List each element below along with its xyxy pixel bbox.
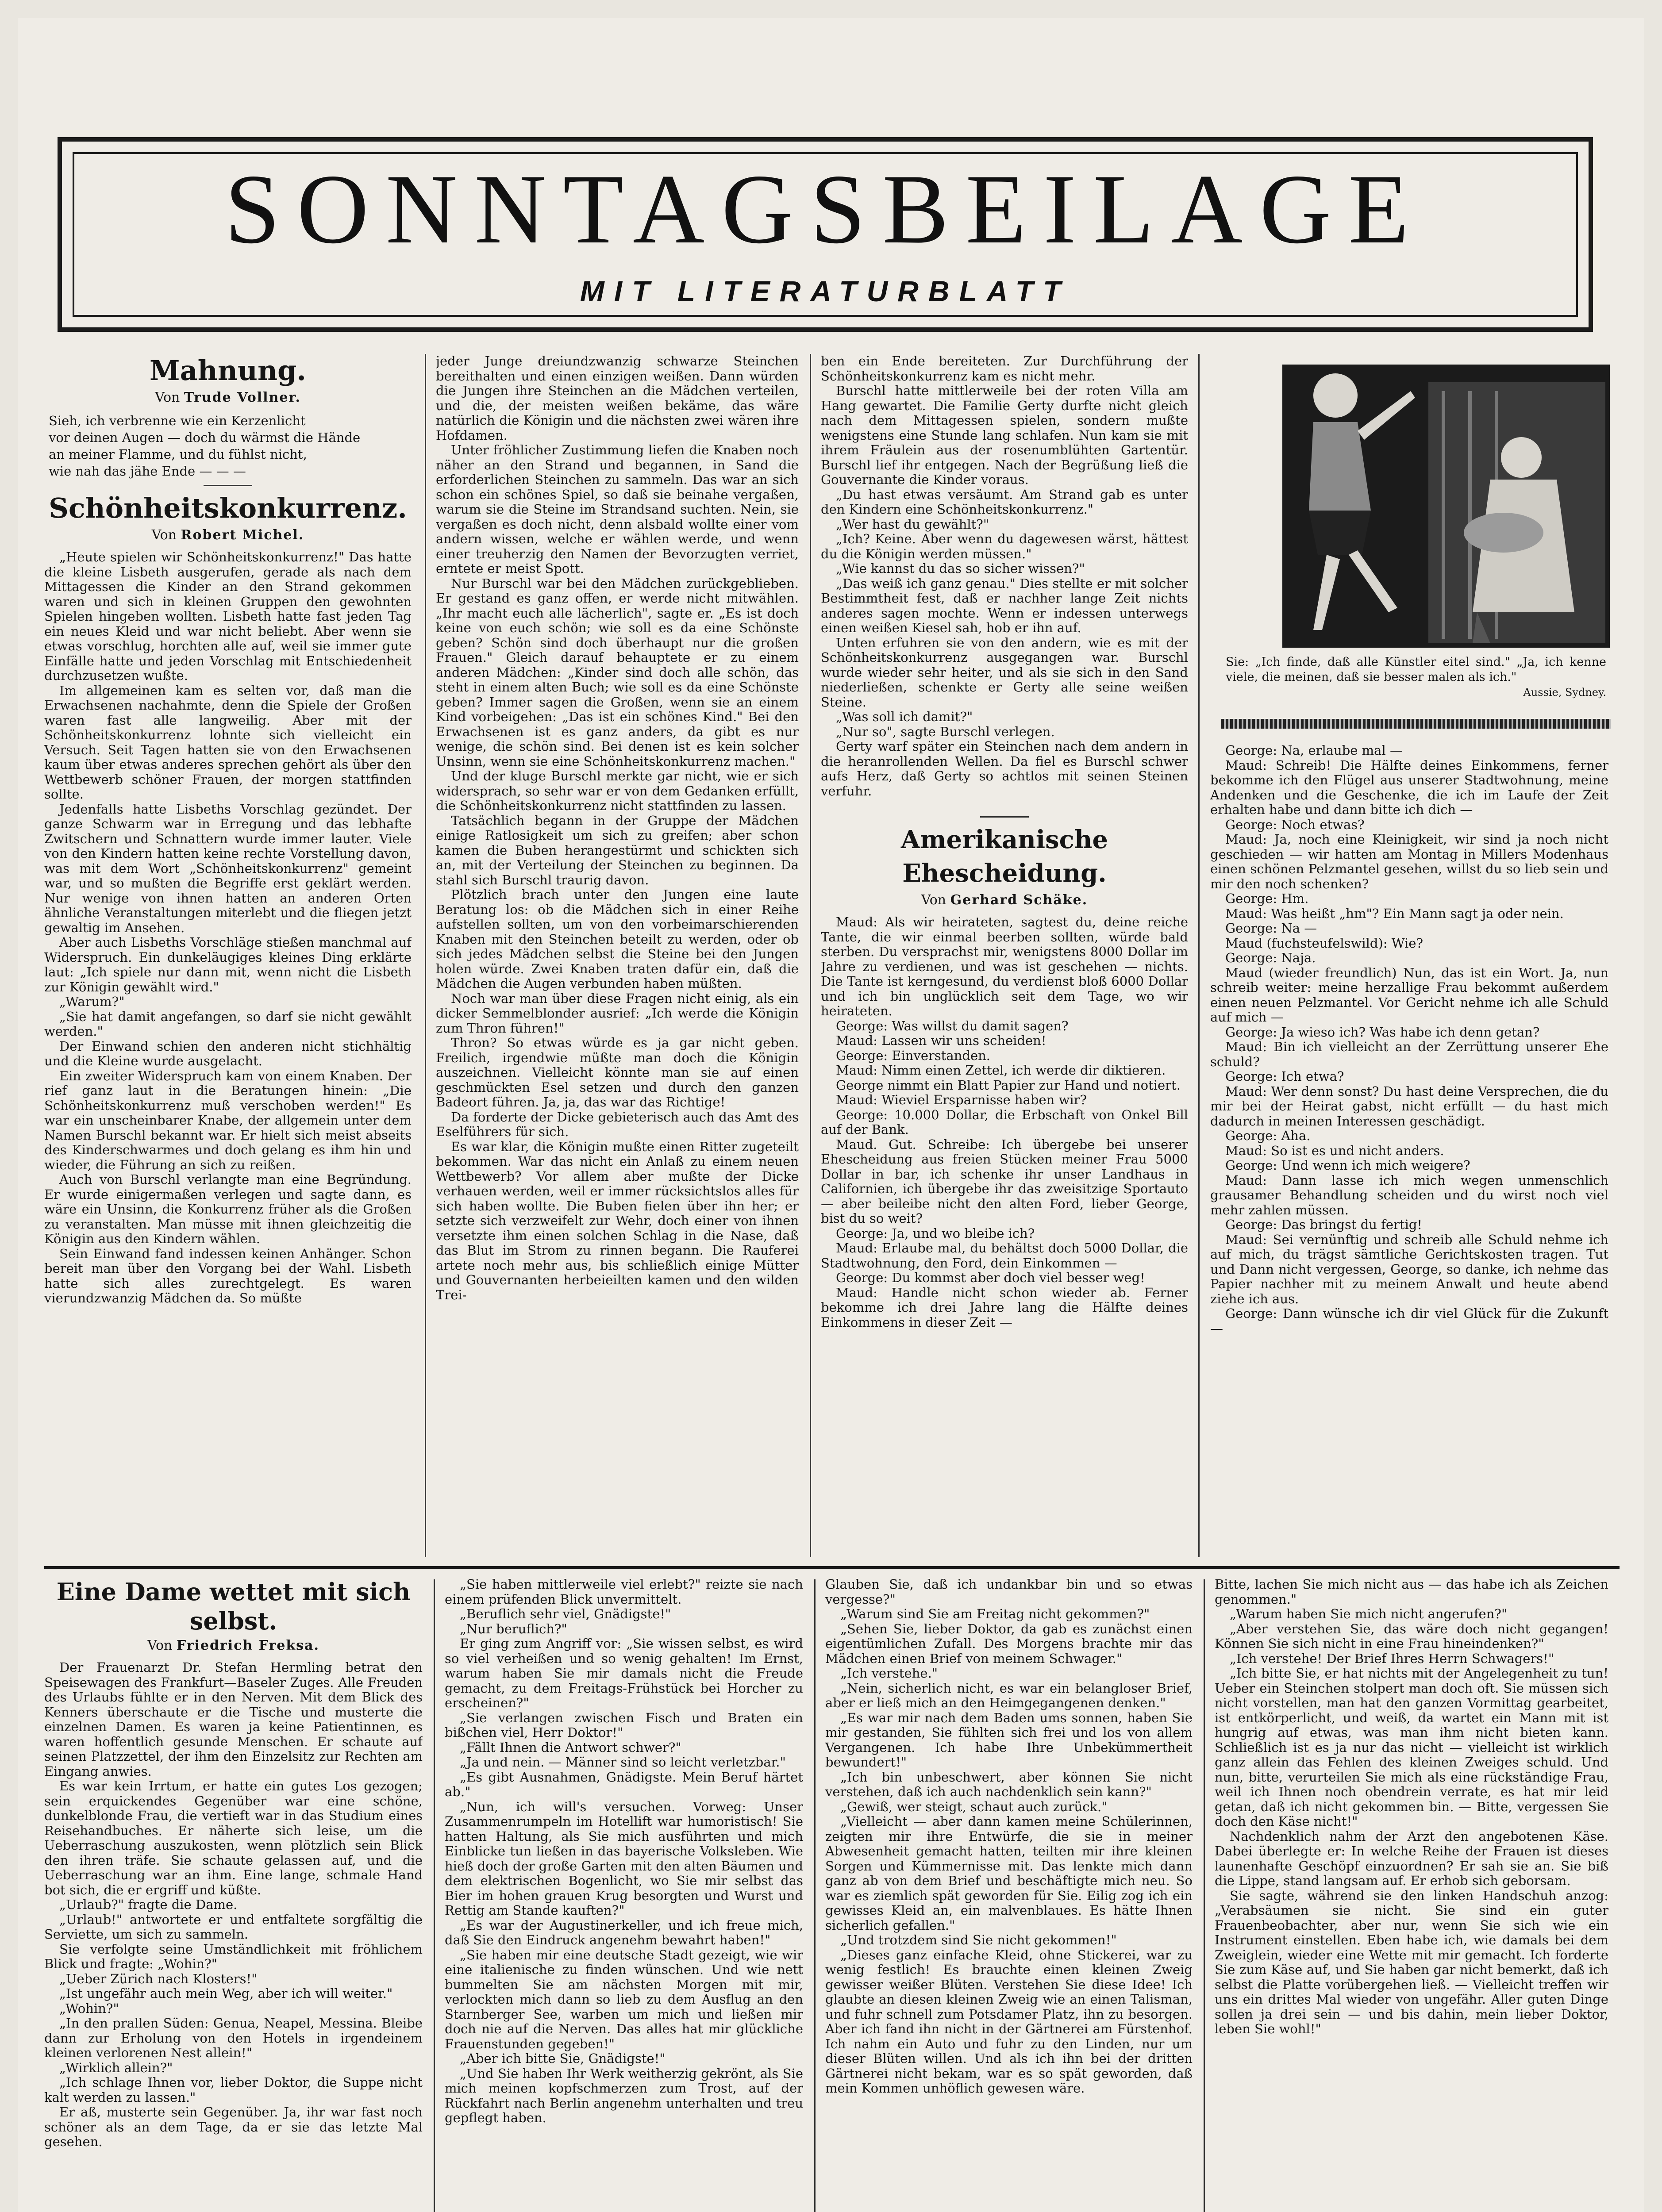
paragraph: „Aber ich bitte Sie, Gnädigste!" (460, 2051, 666, 2066)
column-1-lower (44, 1577, 423, 2212)
paragraph: Bitte, lachen Sie mich nicht aus — das habe ich als Zeichen genommen." (1215, 1577, 1608, 1607)
poem-text (49, 412, 412, 480)
paragraph: „Sehen Sie, lieber Doktor, da gab es zunächst einen eigentümlichen Zufall. Des Morgens brachte mir das Mädchen einen Brief von meinem Schwager." (825, 1621, 1193, 1666)
paragraph: Maud: Als wir heirateten, sagtest du, deine reiche Tante, die wir einmal beerben sollten, würde bald sterben. Du versprachst mir, wenigstens 8000 Dollar im Jahre zu verdienen, und was ist geschehen — nichts. Die Tante ist kerngesund, du verdienst bloß 6000 Dollar und ich bin unglücklich seit dem Tage, wo wir heirateten. (821, 914, 1188, 1018)
paragraph: Maud. Gut. Schreibe: Ich übergebe bei unserer Ehescheidung aus freien Stücken meiner Frau 5000 Dollar in bar, ich schenke ihr unser Landhaus in Californien, ich übergebe ihr das zweisitzige Sportauto — aber beileibe nicht den alten Ford, lieber George, bist du so weit? (821, 1137, 1188, 1226)
column-2-lower (445, 1577, 803, 2212)
column-rule (1204, 1579, 1205, 2212)
paragraph: „Nein, sicherlich nicht, es war ein belangloser Brief, aber er ließ mich an den Heimgegangenen denken." (825, 1680, 1193, 1710)
paragraph: Maud: Schreib! Die Hälfte deines Einkommens, ferner bekomme ich den Flügel aus unserer Stadtwohnung, meine Andenken und die Geschenke, die ich im Laufe der Zeit erhalten habe und dann bitte ich dich — (1210, 757, 1608, 817)
paragraph: „Heute spielen wir Schönheitskonkurrenz!" Das hatte die kleine Lisbeth ausgerufen, gerade als nach dem Mittagessen die Kinder an den Strand gekommen waren und sich in kleinen Gruppen den gewohnten Spielen hingeben wollten. Lisbeth hatte fast jeden Tag ein neues Kleid und war nicht beliebt. Aber wenn sie etwas vorschlug, horchten alle auf, weil sie immer gute Einfälle hatte und jeden Vorschlag mit Entschiedenheit durchzusetzen wußte. (44, 549, 412, 683)
story-byline (44, 525, 412, 545)
paragraph: „Vielleicht — aber dann kamen meine Schülerinnen, zeigten mir ihre Entwürfe, die sie in meiner Abwesenheit gemacht hatten, teilten mir ihre kleinen Sorgen und Kümmernisse mit. Das lenkte mich dann ganz ab von dem Brief und beschäftigte mich neu. So war es ziemlich spät geworden für Sie. Eilig zog ich ein gewisses Kleid an, ein malvenblaues. Es hätte Ihnen sicherlich gefallen." (825, 1814, 1193, 1933)
paragraph: George: Ich etwa? (1225, 1069, 1344, 1084)
story-body (44, 550, 412, 1306)
paragraph: Sie verfolgte seine Umständlichkeit mit fröhlichem Blick und fragte: „Wohin?" (44, 1941, 423, 1971)
paragraph: „Ich bin unbeschwert, aber können Sie nicht verstehen, daß ich auch nachdenklich sein kann?" (825, 1769, 1193, 1799)
masthead-subtitle: MIT LITERATURBLATT (580, 275, 1071, 307)
paragraph: „Gewiß, wer steigt, schaut auch zurück." (840, 1799, 1108, 1814)
story-author: Gerhard Schäke. (950, 892, 1088, 908)
paragraph: Aber auch Lisbeths Vorschläge stießen manchmal auf Widerspruch. Ein dunkeläugiges kleines Ding erklärte laut: „Ich spiele nur dann mit, wenn nicht die Lisbeth zur Königin gewählt wird." (44, 935, 412, 995)
poem-line: vor deinen Augen — doch du wärmst die Hände (49, 430, 361, 445)
paragraph: George: Du kommst aber doch viel besser weg! (836, 1270, 1145, 1285)
cartoon-illustration (1282, 365, 1610, 648)
paragraph: George: Na, erlaube mal — (1225, 743, 1403, 758)
paragraph: Gerty warf später ein Steinchen nach dem andern in die heranrollenden Wellen. Da fiel es Burschl schwer aufs Herz, daß Gerty so achtlos mit seinen Steinen verfuhr. (821, 739, 1188, 799)
paragraph: Maud: Lassen wir uns scheiden! (836, 1033, 1046, 1048)
paragraph: Sein Einwand fand indessen keinen Anhänger. Schon bereit man über den Vorgang bei der Wahl. Lisbeth hatte sich alles zurechtgelegt. Es waren vierundzwanzig Mädchen da. So müßte (44, 1246, 412, 1306)
column-2-upper (436, 354, 799, 1557)
paragraph: „Nur beruflich?" (460, 1621, 567, 1636)
paragraph: ben ein Ende bereiteten. Zur Durchführung der Schönheitskonkurrenz kam es nicht mehr. (821, 354, 1188, 384)
poem-line: an meiner Flamme, und du fühlst nicht, (49, 447, 307, 462)
paragraph: „Warum sind Sie am Freitag nicht gekommen?" (840, 1606, 1150, 1621)
caption-text: Sie: „Ich finde, daß alle Künstler eitel sind." „Ja, ich kenne viele, die meinen, daß sie besser malen als ich." (1226, 655, 1606, 684)
paragraph: Unten erfuhren sie von den andern, wie es mit der Schönheitskonkurrenz ausgegangen war. Burschl wurde wieder sehr heiter, und als sie sich in den Sand niederließen, schenkte er Gerty alle seine weißen Steine. (821, 635, 1188, 710)
paragraph: Ein zweiter Widerspruch kam von einem Knaben. Der rief ganz laut in die Beratungen hinein: „Die Schönheitskonkurrenz muß verschoben werden!" Es war ein unscheinbarer Knabe, der allgemein unter dem Namen Burschl bekannt war. Er hielt sich meist abseits des Kinderschwarmes und doch gelang es ihm hin und wieder, die Führung an sich zu reißen. (44, 1068, 412, 1172)
cartoon-caption (1226, 655, 1606, 700)
column-3-upper (821, 354, 1188, 1557)
paragraph: „Warum haben Sie mich nicht angerufen?" (1230, 1606, 1508, 1621)
paragraph: Tatsächlich begann in der Gruppe der Mädchen einige Ratlosigkeit um sich zu greifen; aber schon kamen die Buben herangestürmt und schickten sich an, mit der Verteilung der Steinchen zu beginnen. Da stahl sich Burschl traurig davon. (436, 813, 799, 887)
paragraph: Maud: Erlaube mal, du behältst doch 5000 Dollar, die Stadtwohnung, den Ford, dein Einkommen — (821, 1240, 1188, 1271)
paragraph: „Und trotzdem sind Sie nicht gekommen!" (840, 1932, 1117, 1947)
story-byline (821, 890, 1188, 910)
poem-title: Mahnung. (149, 354, 307, 387)
paragraph: Maud: Handle nicht schon wieder ab. Ferner bekomme ich drei Jahre lang die Hälfte deines Einkommens in dieser Zeit — (821, 1285, 1188, 1330)
paragraph: „Wie kannst du das so sicher wissen?" (836, 561, 1085, 576)
paragraph: Nachdenklich nahm der Arzt den angebotenen Käse. Dabei überlegte er: In welche Reihe der Frauen ist dieses launenhafte Geschöpf einzuordnen? Er sah sie an. Sie biß die Lippe, stand langsam auf. Er erhob sich geborsam. (1215, 1828, 1608, 1888)
paragraph: Maud: Wer denn sonst? Du hast deine Versprechen, die du mir bei der Heirat gabst, nicht erfüllt — du hast mich dadurch in meinen Interessen geschädigt. (1210, 1083, 1608, 1129)
masthead (58, 137, 1593, 332)
paragraph: „Was soll ich damit?" (836, 709, 973, 724)
paragraph: „Sie haben mittlerweile viel erlebt?" reizte sie nach einem prüfenden Blick unvermittelt. (445, 1577, 803, 1607)
divider (980, 816, 1029, 818)
paragraph: „Nur so", sagte Burschl verlegen. (836, 724, 1055, 739)
paragraph: „Sie verlangen zwischen Fisch und Braten ein bißchen viel, Herr Doktor!" (445, 1710, 803, 1740)
paragraph: Er aß, musterte sein Gegenüber. Ja, ihr war fast noch schöner als an dem Tage, da er sie das letzte Mal gesehen. (44, 2104, 423, 2149)
caption-credit: Aussie, Sydney. (1523, 686, 1606, 699)
paragraph: Da forderte der Dicke gebieterisch auch das Amt des Eselführers für sich. (436, 1109, 799, 1139)
paragraph: „Nun, ich will's versuchen. Vorweg: Unser Zusammenrumpeln im Hotellift war humoristisch! Sie hatten Haltung, als Sie mich ausführten und mich Einblicke tun ließen in das bayerische Volksleben. Wie hieß doch der große Garten mit den alten Bäumen und dem elektrischen Bogenlicht, wo Sie mir selbst das Bier im hohen grauen Krug besorgten und Wurst und Rettig am Stande kauften?" (445, 1799, 803, 1918)
paragraph: George: Und wenn ich mich weigere? (1225, 1158, 1470, 1173)
paragraph: „Beruflich sehr viel, Gnädigste!" (460, 1606, 671, 1621)
paragraph: „Wohin?" (59, 2001, 119, 2016)
paragraph: „In den prallen Süden: Genua, Neapel, Messina. Bleibe dann zur Erholung von den Hotels in irgendeinem kleinen verlorenen Nest allein!" (44, 2016, 423, 2060)
paragraph: „Ich schlage Ihnen vor, lieber Doktor, die Suppe nicht kalt werden zu lassen." (44, 2075, 423, 2105)
paragraph: „Fällt Ihnen die Antwort schwer?" (460, 1740, 681, 1755)
paragraph: „Ich verstehe." (840, 1666, 938, 1681)
paragraph: Maud: So ist es und nicht anders. (1225, 1143, 1444, 1158)
story-title: Schönheitskonkurrenz. (49, 492, 407, 524)
column-rule (814, 1579, 816, 2212)
paragraph: jeder Junge dreiundzwanzig schwarze Steinchen bereithalten und einen einzigen weißen. Dann würden die Jungen ihre Steinchen an die Mädchen verteilen, und die, der meisten weißen bekäme, das wäre natürlich die Königin und die nächsten zwei wären ihre Hofdamen. (436, 354, 799, 443)
paragraph: Maud: Ja, noch eine Kleinigkeit, wir sind ja noch nicht geschieden — wir hatten am Montag in Millers Modenhaus einen schönen Pelzmantel gesehen, willst du so lieb sein und mir den noch schenken? (1210, 832, 1608, 891)
paragraph: Jedenfalls hatte Lisbeths Vorschlag gezündet. Der ganze Schwarm war in Erregung und das lebhafte Zwitschern und Schnattern wurde immer lauter. Viele von den Kindern hatten keine rechte Vorstellung davon, was mit dem Wort „Schönheitskonkurrenz" gemeint war, und so mußten die Begriffe erst geklärt werden. Nur wenige von ihnen hatten an anderen Orten ähnliche Veranstaltungen miterlebt und die fliegen jetzt gewaltig im Ansehen. (44, 801, 412, 935)
paragraph: Er ging zum Angriff vor: „Sie wissen selbst, es wird so viel verheißen und so wenig gehalten! Im Ernst, warum haben Sie mir damals nicht die Freude gemacht, zu dem Freitags-Frühstück bei Horcher zu erscheinen?" (445, 1636, 803, 1710)
byline-prefix: Von (155, 390, 180, 405)
column-4-upper (1210, 743, 1608, 1557)
paragraph: Auch von Burschl verlangte man eine Begründung. Er wurde einigermaßen verlegen und sagte dann, es wäre ein Unsinn, die Konkurrenz früher als die Großen zu veranstalten. Man müsse mit ihnen gleichzeitig die Königin aus den Kindern wählen. (44, 1172, 412, 1246)
paragraph: „Das weiß ich ganz genau." Dies stellte er mit solcher Bestimmtheit fest, daß er nachher lange Zeit nichts anderes sagen mochte. Wenn er indessen unterwegs einen weißen Kiesel sah, hob er ihn auf. (821, 576, 1188, 635)
masthead-title: SONNTAGSBEILAGE (224, 154, 1426, 264)
column-1-upper (44, 354, 412, 1557)
column-3-lower (825, 1577, 1193, 2212)
paragraph: Burschl hatte mittlerweile bei der roten Villa am Hang gewartet. Die Familie Gerty durfte nicht gleich nach dem Mittagessen spielen, sondern mußte wenigstens eine Stunde lang schlafen. Nun kam sie mit ihrem Fräulein aus der rosenumblühten Gartentür. Burschl lief ihr entgegen. Nach der Begrüßung ließ die Gouvernante die Kinder voraus. (821, 383, 1188, 487)
paragraph: „Es war der Augustinerkeller, und ich freue mich, daß Sie den Eindruck angenehm bewahrt haben!" (445, 1917, 803, 1947)
poem-line: Sieh, ich verbrenne wie ein Kerzenlicht (49, 413, 306, 428)
paragraph: „Wer hast du gewählt?" (836, 516, 989, 532)
story-author: Friedrich Freksa. (176, 1638, 319, 1653)
paragraph: Maud: Was heißt „hm"? Ein Mann sagt ja oder nein. (1225, 906, 1564, 921)
column-rule (810, 354, 811, 1557)
paragraph: George: Dann wünsche ich dir viel Glück für die Zukunft — (1210, 1306, 1608, 1336)
paragraph: Es war kein Irrtum, er hatte ein gutes Los gezogen; sein erquickendes Gegenüber war eine schöne, dunkelblonde Frau, die vertieft war in das Studium eines Reisehandbuches. Er näherte sich leise, um die Ueberraschung auszukosten, wenn plötzlich sein Blick den ihren träfe. Sie schaute gelassen auf, und die Ueberraschung war an ihm. Eine lange, schmale Hand bot sich, die er ergriff und küßte. (44, 1778, 423, 1897)
paragraph: „Ja und nein. — Männer sind so leicht verletzbar." (460, 1755, 786, 1770)
paragraph: George: Das bringst du fertig! (1225, 1217, 1423, 1232)
paragraph: George: Ja, und wo bleibe ich? (836, 1225, 1035, 1241)
column-4-lower (1215, 1577, 1608, 2212)
paragraph: „Ich verstehe! Der Brief Ihres Herrn Schwagers!" (1230, 1651, 1554, 1666)
paragraph: „Ich bitte Sie, er hat nichts mit der Angelegenheit zu tun! Ueber ein Steinchen stolpert man doch oft. Sie müssen sich nicht vorstellen, man hat den ganzen Vormittag gearbeitet, ist entkörperlicht, und weiß, da wartet ein Mann mit ist hungrig auf etwas, was man ihm nicht bieten kann. Schließlich ist es ja nur das nicht — vielleicht ist wirklich ganz allein das Fehlen des kleinen Zweiges schuld. Und nun, bitte, verurteilen Sie mich als eine rückständige Frau, weil ich Ihnen noch obendrein verrate, es hat mir leid getan, daß ich nicht gekommen bin. — Bitte, vergessen Sie doch den Käse nicht!" (1215, 1666, 1608, 1829)
paragraph: George: Ja wieso ich? Was habe ich denn getan? (1225, 1024, 1540, 1040)
paragraph: Noch war man über diese Fragen nicht einig, als ein dicker Semmelblonder ausrief: „Ich werde die Königin zum Thron führen!" (436, 991, 799, 1036)
paragraph: „Ist ungefähr auch mein Weg, aber ich will weiter." (59, 1986, 393, 2001)
paragraph: Der Frauenarzt Dr. Stefan Hermling betrat den Speisewagen des Frankfurt—Baseler Zuges. Alle Freuden des Urlaubs fühlte er in den Nerven. Mit dem Blick des Kenners überschaute er die Tische und musterte die einzelnen Damen. Es waren ja keine Patientinnen, es waren hoffentlich gesunde Menschen. Er schaute auf seinen Platzzettel, der ihm den Einzelsitz zur Rechten am Eingang anwies. (44, 1660, 423, 1779)
paragraph: Der Einwand schien den anderen nicht stichhältig und die Kleine wurde ausgelacht. (44, 1038, 412, 1068)
poem-line: wie nah das jähe Ende — — — (49, 464, 246, 479)
section-divider (44, 1566, 1620, 1569)
paragraph: George: Na — (1225, 921, 1317, 936)
paragraph: George: Noch etwas? (1225, 817, 1365, 832)
paragraph: „Ich? Keine. Aber wenn du dagewesen wärst, hättest du die Königin werden müssen." (821, 531, 1188, 561)
paragraph: George: Einverstanden. (836, 1048, 991, 1063)
paragraph: George: Hm. (1225, 891, 1309, 906)
paragraph: George: 10.000 Dollar, die Erbschaft von Onkel Bill auf der Bank. (821, 1107, 1188, 1137)
paragraph: Maud: Nimm einen Zettel, ich werde dir diktieren. (836, 1063, 1166, 1078)
paragraph: „Sie haben mir eine deutsche Stadt gezeigt, wie wir eine italienische zu finden wünschen. Und wie nett bummelten Sie am nächsten Morgen mit mir, verlockten mich dann so lieb zu dem Ausflug an den Starnberger See, warben um mich und ließen mir doch nie auf die Nerven. Das alles hat mir glückliche Frauenstunden gegeben!" (445, 1947, 803, 2051)
story-byline (44, 1636, 423, 1656)
column-rule (425, 354, 426, 1557)
paragraph: Maud (wieder freundlich) Nun, das ist ein Wort. Ja, nun schreib weiter: meine herzallige Frau bekommt außerdem einen neuen Pelzmantel. Vor Gericht nehme ich alle Schuld auf mich — (1210, 965, 1608, 1025)
paragraph: Es war klar, die Königin mußte einen Ritter zugeteilt bekommen. War das nicht ein Anlaß zu einem neuen Wettbewerb? Vor allem aber mußte der Dicke verhauen werden, weil er immer rücksichtslos alles für sich haben wollte. Die Buben fielen über ihn her; er setzte sich verzweifelt zur Wehr, doch einer von ihnen versetzte ihm einen solchen Schlag in die Nase, daß das Blut im Strom zu rinnen begann. Die Rauferei artete noch mehr aus, bis schließlich einige Mütter und Gouvernanten herbeieilten kamen und den wilden Trei- (436, 1139, 799, 1302)
paragraph: George nimmt ein Blatt Papier zur Hand und notiert. (836, 1077, 1181, 1093)
paragraph: Unter fröhlicher Zustimmung liefen die Knaben noch näher an den Strand und begannen, in Sand die erforderlichen Steinchen zu sammeln. Das war an sich schon ein schönes Spiel, so daß sie beinahe vergaßen, warum sie die Steine im Strandsand suchten. Nein, sie vergaßen es doch nicht, denn alsbald wollte einer vom andern wissen, welche er wählen werde, und wenn einer treuherzig den Namen der Bevorzugten verriet, erntete er meist Spott. (436, 442, 799, 576)
paragraph: Maud: Bin ich vielleicht an der Zerrüttung unserer Ehe schuld? (1210, 1039, 1608, 1069)
paragraph: „Es gibt Ausnahmen, Gnädigste. Mein Beruf härtet ab." (445, 1769, 803, 1799)
paragraph: Plötzlich brach unter den Jungen eine laute Beratung los: ob die Mädchen sich in einer Reihe aufstellen sollten, um von den vorbeimarschierenden Knaben mit den Steinchen beteilt zu werden, oder ob sich jedes Mädchen selbst die Steine bei den Jungen holen würde. Zwei Knaben traten dafür ein, daß die Mädchen die Augen verbunden haben müßten. (436, 887, 799, 991)
paragraph: George: Aha. (1225, 1128, 1311, 1143)
cartoon-drawing (1282, 365, 1610, 648)
poem-byline (44, 388, 412, 408)
paragraph: Glauben Sie, daß ich undankbar bin und so etwas vergesse?" (825, 1577, 1193, 1607)
paragraph: „Und Sie haben Ihr Werk weitherzig gekrönt, als Sie mich meinen kopfschmerzen zum Trost, auf der Rückfahrt nach Berlin angenehm unterhalten und treu gepflegt haben. (445, 2066, 803, 2125)
paragraph: George: Naja. (1225, 950, 1316, 965)
column-rule (434, 1579, 435, 2212)
paragraph: Und der kluge Burschl merkte gar nicht, wie er sich widersprach, so sehr war er von dem Gedanken erfüllt, die Schönheitskonkurrenz nicht stattfinden zu lassen. (436, 768, 799, 813)
paragraph: „Ueber Zürich nach Klosters!" (59, 1971, 258, 1986)
byline-prefix: Von (921, 892, 946, 908)
paragraph: „Sie hat damit angefangen, so darf sie nicht gewählt werden." (44, 1009, 412, 1039)
paragraph: Im allgemeinen kam es selten vor, daß man die Erwachsenen nachahmte, denn die Spiele der Großen waren fast alle langweilig. Aber mit der Schönheitskonkurrenz lohnte sich vielleicht ein Versuch. Seit Tagen hatten sie von den Erwachsenen kaum über etwas anderes sprechen gehört als über den Wettbewerb schöner Frauen, der morgen stattfinden sollte. (44, 683, 412, 802)
hatched-divider (1221, 719, 1611, 729)
paragraph: Sie sagte, während sie den linken Handschuh anzog: „Verabsäumen sie nicht. Sie sind ein guter Frauenbeobachter, aber nur, wenn Sie sich wie ein Instrument einstellen. Eben habe ich, wie damals bei dem Zweiglein, wieder eine Wette mit mir gemacht. Ich forderte Sie zum Käse auf, und Sie haben gar nicht bemerkt, daß ich selbst die Platte vorübergehen ließ. — Vielleicht treffen wir uns ein drittes Mal wieder von ungefähr. Aller guten Dinge sollen ja drei sein — und bis dahin, mein lieber Doktor, leben Sie wohl!" (1215, 1888, 1608, 2036)
paragraph: Thron? So etwas würde es ja gar nicht geben. Freilich, irgendwie müßte man doch die Königin auszeichnen. Vielleicht könnte man sie auf einen geschmückten Esel setzen und durch den ganzen Badeort führen. Ja, ja, das war das Richtige! (436, 1035, 799, 1110)
column-rule (1198, 354, 1200, 1557)
paragraph: „Es war mir nach dem Baden ums sonnen, haben Sie mir gestanden, Sie fühlten sich frei und los von allem Vergangenen. Ich habe Ihre Unbekümmertheit bewundert!" (825, 1710, 1193, 1770)
paragraph: Maud: Dann lasse ich mich wegen unmenschlich grausamer Behandlung scheiden und du wirst noch viel mehr zahlen müssen. (1210, 1172, 1608, 1217)
paragraph: Maud: Wieviel Ersparnisse haben wir? (836, 1092, 1087, 1107)
paragraph: George: Was willst du damit sagen? (836, 1018, 1069, 1033)
byline-prefix: Von (147, 1638, 173, 1653)
paragraph: „Urlaub?" fragte die Dame. (59, 1897, 238, 1912)
paragraph: „Aber verstehen Sie, das wäre doch nicht gegangen! Können Sie sich nicht in eine Frau hineindenken?" (1215, 1621, 1608, 1651)
paragraph: Maud (fuchsteufelswild): Wie? (1225, 935, 1423, 951)
paragraph: Nur Burschl war bei den Mädchen zurückgeblieben. Er gestand es ganz offen, er werde nicht mitwählen. „Ihr macht euch alle lächerlich", sagte er. „Es ist doch keine von euch schön; wie soll es da eine Schönste geben? Schön sind doch überhaupt nur die großen Frauen." Gleich darauf behauptete er zu einem anderen Mädchen: „Kinder sind doch alle schön, das steht in einem alten Buch; wie soll es da eine Schönste geben? Immer sagen die Großen, wenn sie an einem Kind vorbeigehen: „Das ist ein schönes Kind." Bei den Erwachsenen ist es ganz anders, da gibt es nur wenige, die schön sind. Bei denen ist es kein solcher Unsinn, wenn sie eine Schönheitskonkurrenz machen." (436, 576, 799, 769)
paragraph: „Warum?" (59, 994, 125, 1009)
paragraph: Maud: Sei vernünftig und schreib alle Schuld nehme ich auf mich, du trägst sämtliche Gerichtskosten tragen. Tut und Dann nicht vergessen, George, so danke, ich nehme das Papier nachher mit zu meinem Anwalt und heute abend ziehe ich aus. (1210, 1232, 1608, 1306)
divider (204, 485, 252, 486)
story-title: Amerikanische Ehescheidung. (900, 825, 1108, 888)
paragraph: „Wirklich allein?" (59, 2060, 173, 2075)
story-author: Robert Michel. (181, 527, 304, 543)
paragraph: „Dieses ganz einfache Kleid, ohne Stickerei, war zu wenig festlich! Es brauchte einen kleinen Zweig gewisser weißer Blüten. Verstehen Sie diese Idee! Ich glaubte an diesen kleinen Zweig wie an einen Talisman, und fuhr schnell zum Potsdamer Platz, ihn zu besorgen. Aber ich fand ihn nicht in der Gärtnerei am Fürstenhof. Ich nahm ein Auto und fuhr zu den Linden, nur um dieser Blüten willen. Und als ich ihn bei der dritten Gärtnerei nicht bekam, war es so spät geworden, daß mein Kommen unhöflich gewesen wäre. (825, 1947, 1193, 2096)
newspaper-page (18, 18, 1644, 2212)
byline-prefix: Von (151, 527, 177, 543)
paragraph: „Urlaub!" antwortete er und entfaltete sorgfältig die Serviette, um sich zu sammeln. (44, 1912, 423, 1942)
story-title: Eine Dame wettet mit sich selbst. (56, 1578, 411, 1635)
paragraph: „Du hast etwas versäumt. Am Strand gab es unter den Kindern eine Schönheitskonkurrenz." (821, 487, 1188, 517)
poem-author: Trude Vollner. (184, 390, 301, 405)
